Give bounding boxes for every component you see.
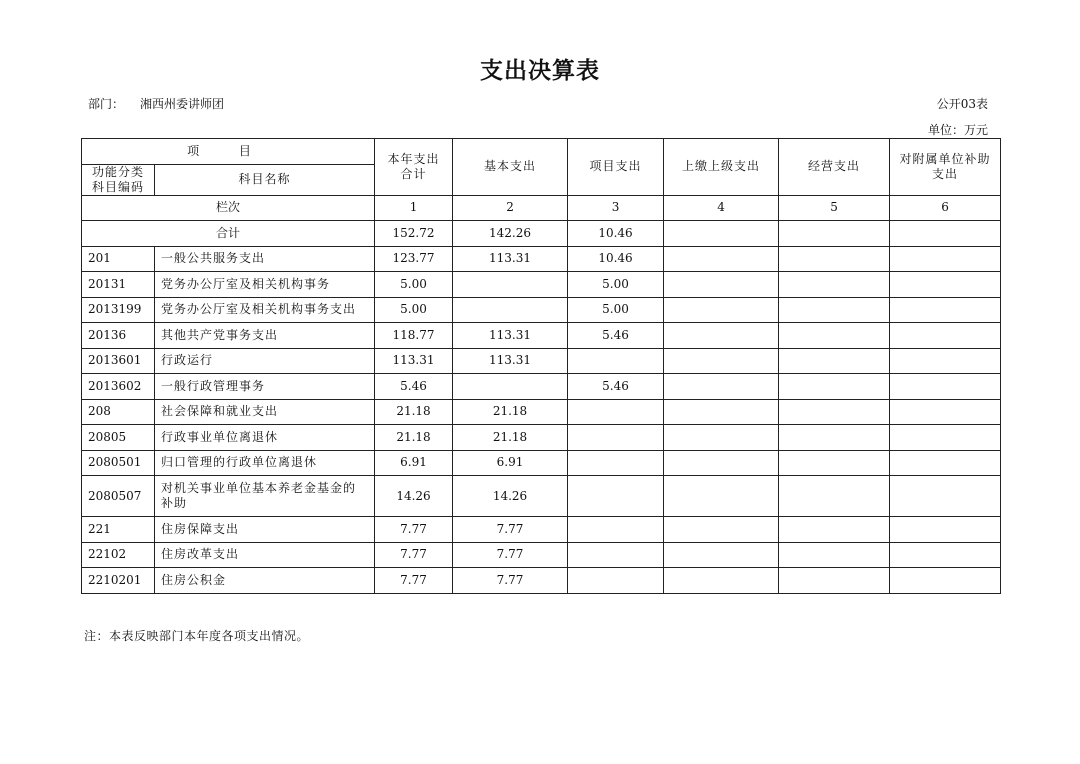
table-row — [82, 348, 1001, 374]
subject-name: 其他共产党事务支出 — [155, 323, 375, 349]
amount-cell — [664, 568, 779, 594]
amount-cell — [779, 246, 890, 272]
amount-cell — [568, 517, 664, 543]
amount-cell — [453, 374, 568, 400]
amount-cell — [664, 323, 779, 349]
subject-name: 住房保障支出 — [155, 517, 375, 543]
amount-cell — [664, 450, 779, 476]
col-index: 5 — [779, 195, 890, 221]
subject-code: 20805 — [82, 425, 155, 451]
amount-cell — [568, 399, 664, 425]
subject-name: 归口管理的行政单位离退休 — [155, 450, 375, 476]
subject-code: 20131 — [82, 272, 155, 298]
amount-cell — [568, 348, 664, 374]
amount-cell: 113.31 — [453, 246, 568, 272]
amount-cell — [664, 425, 779, 451]
amount-cell — [779, 450, 890, 476]
header-item: 项 目 — [82, 139, 375, 165]
amount-cell — [779, 272, 890, 298]
total-value: 142.26 — [453, 221, 568, 247]
page-title: 支出决算表 — [480, 58, 600, 84]
amount-cell — [779, 568, 890, 594]
total-value — [890, 221, 1001, 247]
amount-cell: 21.18 — [453, 425, 568, 451]
amount-cell — [890, 297, 1001, 323]
table-row — [82, 399, 1001, 425]
amount-cell: 113.31 — [375, 348, 453, 374]
amount-cell: 7.77 — [375, 517, 453, 543]
subject-code: 2080507 — [82, 476, 155, 517]
amount-cell: 10.46 — [568, 246, 664, 272]
amount-cell — [779, 517, 890, 543]
amount-cell — [890, 517, 1001, 543]
amount-cell — [664, 542, 779, 568]
amount-cell: 21.18 — [453, 399, 568, 425]
amount-cell — [890, 246, 1001, 272]
amount-cell: 6.91 — [453, 450, 568, 476]
amount-cell — [890, 348, 1001, 374]
table-row — [82, 297, 1001, 323]
subject-name: 党务办公厅室及相关机构事务支出 — [155, 297, 375, 323]
amount-cell: 6.91 — [375, 450, 453, 476]
amount-cell — [453, 272, 568, 298]
amount-cell: 113.31 — [453, 323, 568, 349]
amount-cell — [568, 476, 664, 517]
amount-cell: 7.77 — [375, 542, 453, 568]
expenditure-table — [81, 138, 1001, 594]
amount-cell: 5.00 — [375, 297, 453, 323]
total-value — [779, 221, 890, 247]
subject-name: 一般公共服务支出 — [155, 246, 375, 272]
table-row — [82, 542, 1001, 568]
col-index: 3 — [568, 195, 664, 221]
subject-name: 一般行政管理事务 — [155, 374, 375, 400]
footnote: 注：本表反映部门本年度各项支出情况。 — [84, 629, 310, 643]
total-value: 10.46 — [568, 221, 664, 247]
department-name: 湘西州委讲师团 — [140, 97, 225, 111]
amount-cell: 5.46 — [375, 374, 453, 400]
amount-cell — [664, 517, 779, 543]
amount-cell — [890, 568, 1001, 594]
subject-code: 2013601 — [82, 348, 155, 374]
subject-name: 行政事业单位离退休 — [155, 425, 375, 451]
subject-code: 201 — [82, 246, 155, 272]
header-upper: 上缴上级支出 — [664, 139, 779, 196]
table-row — [82, 450, 1001, 476]
table-row — [82, 476, 1001, 517]
amount-cell: 21.18 — [375, 399, 453, 425]
amount-cell — [568, 542, 664, 568]
amount-cell: 5.00 — [568, 297, 664, 323]
subject-code: 2013199 — [82, 297, 155, 323]
amount-cell — [890, 374, 1001, 400]
amount-cell — [664, 476, 779, 517]
amount-cell — [568, 450, 664, 476]
table-row — [82, 568, 1001, 594]
form-number: 公开03表 — [936, 97, 988, 111]
amount-cell — [664, 399, 779, 425]
amount-cell: 113.31 — [453, 348, 568, 374]
subject-code: 2013602 — [82, 374, 155, 400]
subject-name: 社会保障和就业支出 — [155, 399, 375, 425]
header-name: 科目名称 — [155, 164, 375, 195]
unit-label: 单位：万元 — [927, 123, 988, 137]
col-index: 6 — [890, 195, 1001, 221]
amount-cell: 7.77 — [453, 568, 568, 594]
subject-code: 208 — [82, 399, 155, 425]
total-row-label: 合计 — [82, 221, 375, 247]
table-row — [82, 425, 1001, 451]
subject-name: 党务办公厅室及相关机构事务 — [155, 272, 375, 298]
amount-cell — [890, 542, 1001, 568]
table-row — [82, 374, 1001, 400]
subject-code: 2210201 — [82, 568, 155, 594]
table-row — [82, 272, 1001, 298]
subject-name: 住房改革支出 — [155, 542, 375, 568]
amount-cell: 5.46 — [568, 323, 664, 349]
total-value: 152.72 — [375, 221, 453, 247]
col-index: 2 — [453, 195, 568, 221]
department-line — [88, 95, 224, 112]
amount-cell — [890, 425, 1001, 451]
amount-cell — [779, 425, 890, 451]
header-subsidy: 对附属单位补助 支出 — [890, 139, 1001, 196]
amount-cell — [664, 272, 779, 298]
subject-name: 住房公积金 — [155, 568, 375, 594]
amount-cell — [664, 374, 779, 400]
amount-cell: 7.77 — [453, 542, 568, 568]
amount-cell — [453, 297, 568, 323]
amount-cell — [779, 542, 890, 568]
amount-cell — [890, 476, 1001, 517]
amount-cell: 14.26 — [375, 476, 453, 517]
amount-cell — [890, 399, 1001, 425]
col-index: 4 — [664, 195, 779, 221]
header-code: 功能分类 科目编码 — [82, 164, 155, 195]
header-project: 项目支出 — [568, 139, 664, 196]
amount-cell — [664, 297, 779, 323]
col-index-label: 栏次 — [82, 195, 375, 221]
amount-cell — [779, 374, 890, 400]
amount-cell — [568, 568, 664, 594]
total-value — [664, 221, 779, 247]
header-basic: 基本支出 — [453, 139, 568, 196]
table-row — [82, 517, 1001, 543]
amount-cell: 7.77 — [375, 568, 453, 594]
subject-name: 行政运行 — [155, 348, 375, 374]
col-index: 1 — [375, 195, 453, 221]
header-business: 经营支出 — [779, 139, 890, 196]
subject-code: 221 — [82, 517, 155, 543]
amount-cell — [779, 399, 890, 425]
amount-cell — [779, 323, 890, 349]
subject-code: 22102 — [82, 542, 155, 568]
amount-cell — [890, 450, 1001, 476]
amount-cell — [890, 272, 1001, 298]
amount-cell: 5.00 — [568, 272, 664, 298]
subject-name: 对机关事业单位基本养老金基金的补助 — [155, 476, 375, 517]
table-row — [82, 246, 1001, 272]
subject-code: 2080501 — [82, 450, 155, 476]
amount-cell: 7.77 — [453, 517, 568, 543]
amount-cell — [890, 323, 1001, 349]
header-total: 本年支出 合计 — [375, 139, 453, 196]
amount-cell — [779, 476, 890, 517]
amount-cell — [568, 425, 664, 451]
subject-code: 20136 — [82, 323, 155, 349]
amount-cell: 118.77 — [375, 323, 453, 349]
department-label: 部门： — [88, 97, 125, 111]
amount-cell: 5.00 — [375, 272, 453, 298]
table-row — [82, 323, 1001, 349]
amount-cell — [779, 297, 890, 323]
amount-cell — [779, 348, 890, 374]
amount-cell: 123.77 — [375, 246, 453, 272]
amount-cell: 21.18 — [375, 425, 453, 451]
amount-cell: 5.46 — [568, 374, 664, 400]
amount-cell — [664, 348, 779, 374]
amount-cell — [664, 246, 779, 272]
amount-cell: 14.26 — [453, 476, 568, 517]
